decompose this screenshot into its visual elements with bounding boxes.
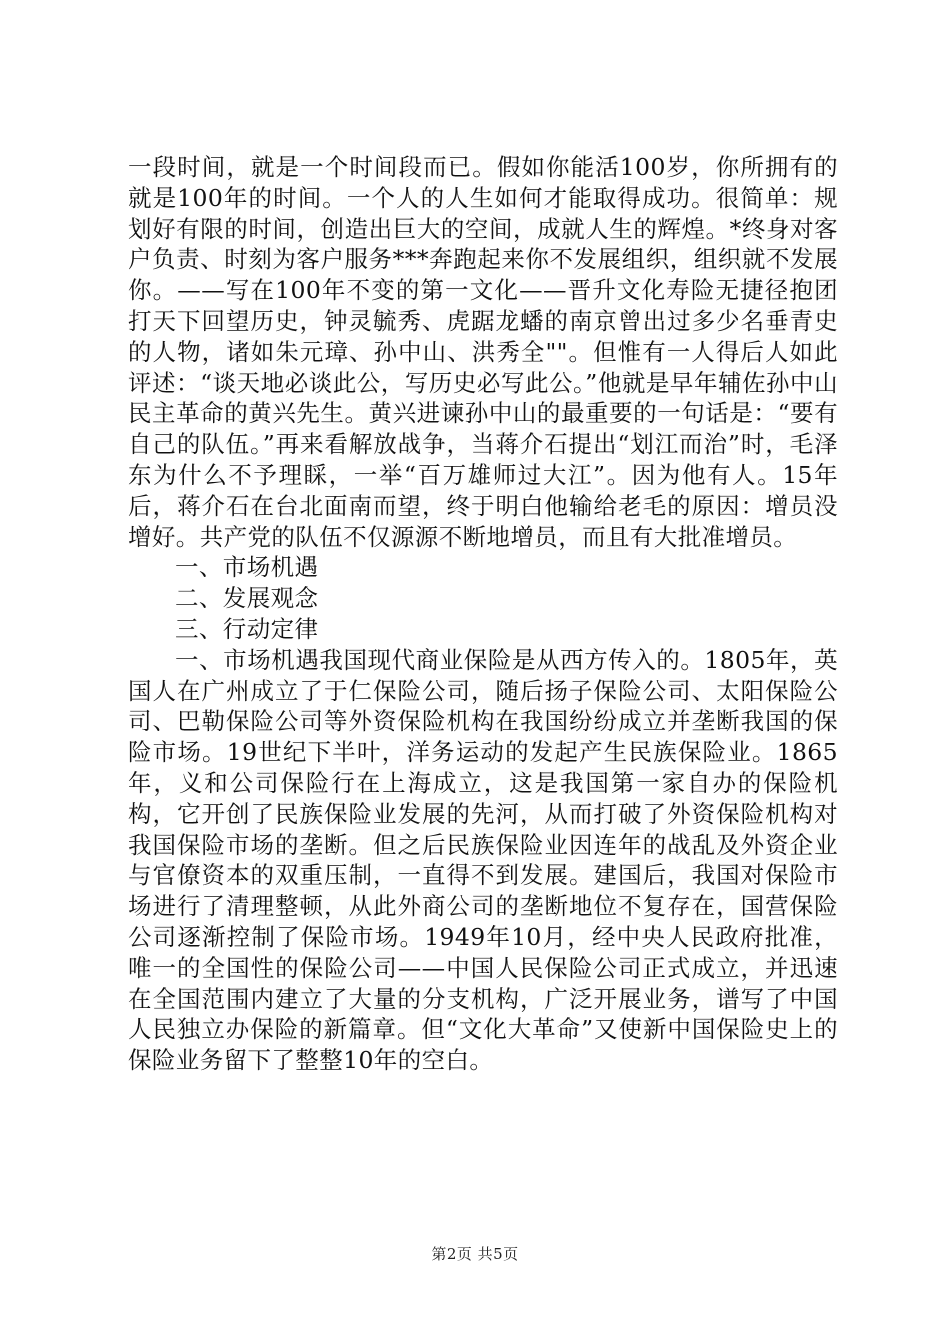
page-number-label: 第2页 共5页 (431, 1245, 519, 1263)
section-paragraph-market-opportunity: 一、市场机遇我国现代商业保险是从西方传入的。1805年，英国人在广州成立了于仁保险公司，随后扬子保险公司、太阳保险公司、巴勒保险公司等外资保险机构在我国纷纷成立并垄断我国的保险市场。19世纪下半叶，洋务运动的发起产生民族保险业。1865年，义和公司保险行在上海成立，这是我国第一家自办的保险机构，它开创了民族保险业发展的先河，从而打破了外资保险机构对我国保险市场的垄断。但之后民族保险业因连年的战乱及外资企业与官僚资本的双重压制，一直得不到发展。建国后，我国对保险市场进行了清理整顿，从此外商公司的垄断地位不复存在，国营保险公司逐渐控制了保险市场。1949年10月，经中央人民政府批准，唯一的全国性的保险公司——中国人民保险公司正式成立，并迅速在全国范围内建立了大量的分支机构，广泛开展业务，谱写了中国人民独立办保险的新篇章。但“文化大革命”又使新中国保险史上的保险业务留下了整整10年的空白。 (128, 645, 838, 1075)
document-body (128, 152, 838, 1076)
page-footer (0, 1243, 950, 1264)
body-paragraph: 一段时间，就是一个时间段而已。假如你能活100岁，你所拥有的就是100年的时间。一个人的人生如何才能取得成功。很简单：规划好有限的时间，创造出巨大的空间，成就人生的辉煌。*终身对客户负责、时刻为客户服务***奔跑起来你不发展组织，组织就不发展你。——写在100年不变的第一文化——晋升文化寿险无捷径抱团打天下回望历史，钟灵毓秀、虎踞龙蟠的南京曾出过多少名垂青史的人物，诸如朱元璋、孙中山、洪秀全""。但惟有一人得后人如此评述：“谈天地必谈此公，写历史必写此公。”他就是早年辅佐孙中山民主革命的黄兴先生。黄兴进谏孙中山的最重要的一句话是：“要有自己的队伍。”再来看解放战争，当蒋介石提出“划江而治”时，毛泽东为什么不予理睬，一举“百万雄师过大江”。因为他有人。15年后，蒋介石在台北面南而望，终于明白他输给老毛的原因：增员没增好。共产党的队伍不仅源源不断地增员，而且有大批准增员。 (128, 153, 838, 551)
outline-item-market-opportunity: 一、市场机遇 (175, 553, 319, 582)
outline-item-action-law: 三、行动定律 (175, 614, 319, 643)
outline-item-development-concept: 二、发展观念 (175, 584, 319, 613)
